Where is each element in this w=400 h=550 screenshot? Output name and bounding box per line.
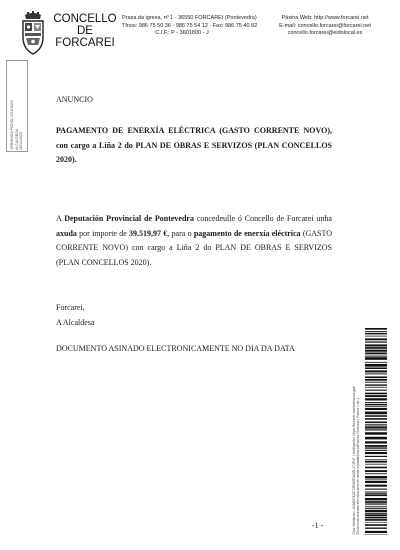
barcode-bar	[365, 528, 387, 529]
barcode-bar	[365, 476, 387, 479]
body-prefix: A	[56, 214, 65, 223]
document-heading: ANUNCIO	[56, 95, 93, 104]
barcode-bar	[365, 510, 387, 512]
barcode-bar	[365, 406, 387, 407]
barcode-bar	[365, 494, 387, 496]
barcode-bar	[365, 492, 387, 493]
email-link-secondary[interactable]: concello.forcarei@eidolocal.es	[287, 30, 363, 37]
address-line: Praza da igrexa, nº 1 - 36550 FORCAREI (Pontevedra)	[122, 15, 257, 21]
barcode-bar	[365, 333, 387, 335]
barcode-bar	[365, 370, 387, 372]
barcode-bar	[365, 362, 387, 363]
barcode-bar	[365, 390, 387, 391]
validation-text	[348, 328, 364, 535]
coat-of-arms-icon	[20, 11, 46, 55]
body-pagamento: pagamento de enerxía eléctrica	[193, 228, 301, 238]
letterhead	[0, 0, 400, 60]
barcode-bar	[365, 479, 387, 480]
barcode-bar	[365, 367, 387, 369]
body-suffix: (GASTO CORRENTE NOVO) con cargo a Liña 2 do PLAN DE OBRAS E SERVIZOS (PLAN CONCELLOS 2020).	[56, 228, 333, 267]
barcode-bar	[365, 331, 387, 332]
barcode-bar	[365, 418, 387, 420]
barcode-bar	[365, 464, 387, 465]
barcode-bar	[365, 424, 387, 425]
stamp-date: 28/12/2020	[19, 132, 24, 150]
barcode-bar	[365, 350, 387, 352]
barcode-bar	[365, 398, 387, 400]
barcode-bar	[365, 352, 387, 354]
barcode-bar	[365, 467, 387, 469]
council-name	[52, 13, 118, 49]
body-mid3: , para o	[167, 228, 194, 238]
barcode-bar	[365, 341, 387, 342]
body-mid1: concedeulle ó Concello de Forcarei unha	[193, 214, 332, 223]
contact-web	[270, 15, 380, 38]
barcode-bar	[365, 470, 387, 472]
body-mid2: por importe de	[76, 228, 130, 238]
document-subject: PAGAMENTO DE ENERXÍA ELÉCTRICA (GASTO CORRENTE NOVO), con cargo a Liña 2 do PLAN DE OBRAS E SERVIZOS (PLAN CONCELLOS 2020).	[56, 126, 332, 164]
barcode-bar	[365, 404, 387, 406]
barcode-bar	[365, 422, 387, 424]
barcode-bar	[365, 432, 387, 434]
validation-platform-line: Documento asinado electrónicamente desde a plataforma esPublico Gestiona | Páxina 1 de 1	[356, 397, 360, 534]
barcode-bar	[365, 347, 387, 349]
barcode-bar	[365, 508, 387, 509]
barcode-bar	[365, 461, 387, 463]
document-body	[56, 212, 332, 270]
barcode-bar	[365, 501, 387, 503]
barcode-bar	[365, 429, 387, 430]
barcode-bar	[365, 489, 387, 490]
barcode-bar	[365, 382, 387, 383]
barcode-bar	[365, 524, 387, 526]
barcode-bar	[365, 387, 387, 388]
barcode-bar	[365, 519, 387, 521]
barcode-bar	[365, 379, 387, 381]
body-axuda: axuda	[56, 228, 77, 238]
barcode-bar	[365, 456, 387, 457]
barcode-bar	[365, 493, 387, 494]
barcode-bar	[365, 452, 387, 454]
signature-stamp	[6, 60, 28, 152]
barcode-bar	[365, 376, 387, 378]
postal-address	[122, 15, 258, 38]
barcode-bar	[365, 437, 387, 440]
barcode-bar	[365, 412, 387, 415]
barcode-bar	[365, 485, 387, 487]
council-name-line2: DE	[77, 25, 93, 37]
barcode-bar	[365, 373, 387, 374]
council-name-line1: CONCELLO	[53, 13, 117, 25]
body-deputacion: Deputación Provincial de Pontevedra	[64, 214, 194, 223]
phone-line: Tfnos: 986 75 50 36 · 986 75 54 12 · Fax: 986 75 40 82	[122, 22, 258, 29]
barcode-bar	[365, 356, 387, 357]
barcode-bar	[365, 344, 387, 346]
barcode-bar	[365, 384, 387, 385]
barcode-bar	[365, 336, 387, 337]
barcode-bar	[365, 522, 387, 523]
barcode-icon	[365, 328, 387, 535]
page-number: -1 -	[312, 521, 324, 530]
barcode-bar	[365, 481, 387, 483]
barcode-bar	[365, 441, 387, 443]
barcode-bar	[365, 408, 387, 410]
closing-signer: A Alcaldesa	[56, 318, 95, 327]
barcode-bar	[365, 395, 387, 397]
barcode-bar	[365, 459, 387, 460]
barcode-bar	[365, 357, 387, 360]
closing-place: Forcarei,	[56, 303, 85, 312]
barcode-bar	[365, 447, 387, 448]
barcode-bar	[365, 450, 387, 451]
barcode-bar	[365, 473, 387, 474]
barcode-bar	[365, 402, 387, 403]
barcode-bar	[365, 338, 387, 340]
signed-note: DOCUMENTO ASINADO ELECTRONICAMENTE NO DIA DA DATA	[56, 344, 295, 353]
stamp-signer-name: VERONICA PICHEL IGLESIAS	[10, 100, 15, 150]
council-name-line3: FORCAREI	[55, 37, 115, 49]
barcode-bar	[365, 328, 387, 330]
barcode-bar	[365, 415, 387, 417]
validation-code-line: Cód. Validación: 4GAE67KZCTZRMZRAQ8LJY3P4T | Verificación: https://forcarei.sedelectronica.gal/	[351, 385, 356, 534]
barcode-bar	[365, 503, 387, 504]
barcode-bar	[365, 531, 387, 533]
barcode-bar	[365, 506, 387, 507]
barcode-bar	[365, 364, 387, 367]
cif-line: C.I.F.: P - 3601800 - J	[155, 30, 209, 37]
website-link[interactable]: Páxina Web: http://www.forcarei.net	[281, 15, 369, 21]
email-link[interactable]: E-mail: concello.forcarei@forcarei.net	[279, 22, 371, 29]
barcode-bar	[365, 426, 387, 428]
barcode-bar	[365, 498, 387, 500]
body-amount: 39.519,97 €	[129, 228, 168, 238]
closing-block	[56, 300, 94, 330]
stamp-signer-role: ALCALDESA	[14, 128, 19, 150]
barcode-bar	[365, 513, 387, 514]
barcode-bar	[365, 517, 387, 518]
barcode-bar	[365, 445, 387, 447]
barcode-bar	[365, 393, 387, 395]
barcode-bar	[365, 514, 387, 516]
